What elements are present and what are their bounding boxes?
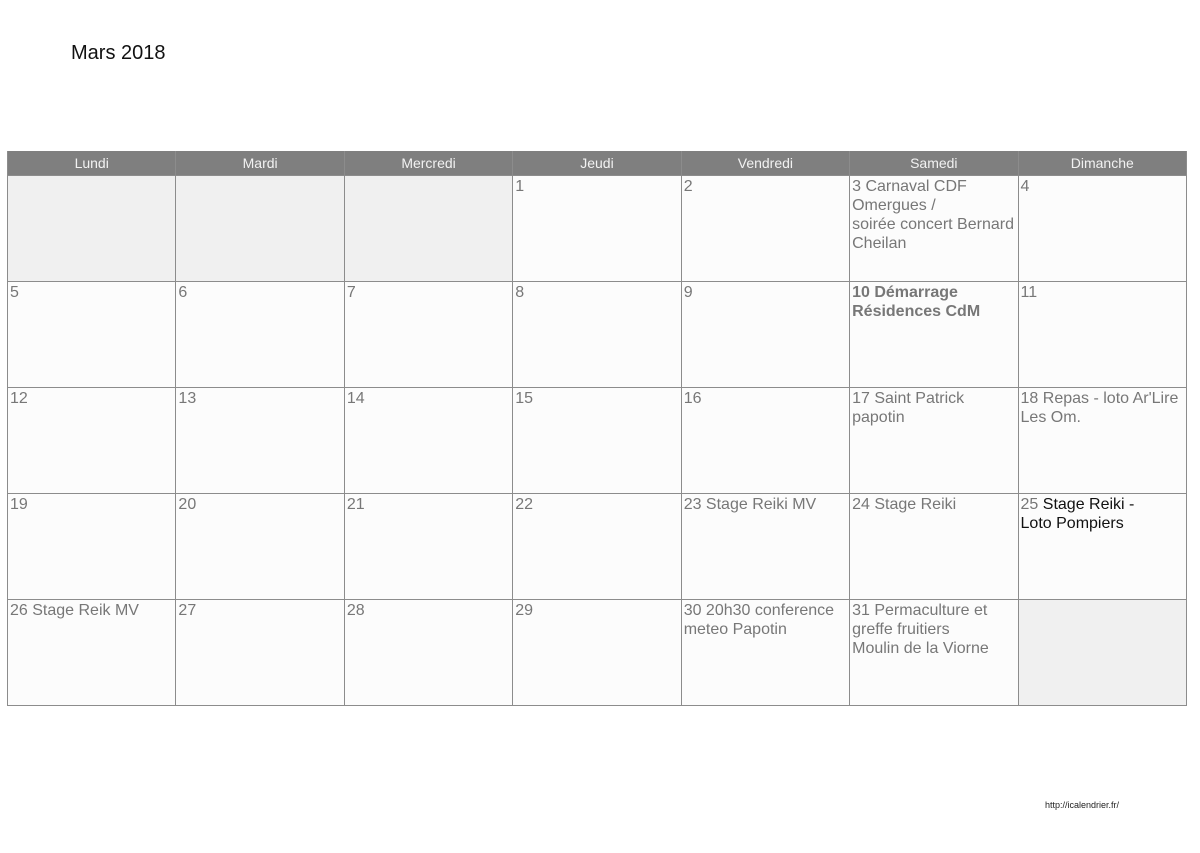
week-row xyxy=(8,388,1187,494)
day-cell xyxy=(513,388,681,494)
day-cell xyxy=(344,494,512,600)
day-cell xyxy=(1018,282,1186,388)
day-cell-text xyxy=(1021,495,1184,533)
day-cell xyxy=(850,282,1018,388)
day-cell-text: 26 Stage Reik MV xyxy=(10,602,139,619)
day-cell-text: 19 xyxy=(10,496,28,513)
day-cell xyxy=(176,388,344,494)
day-cell-text: 22 xyxy=(515,496,534,513)
day-cell-text: 6 xyxy=(178,284,188,301)
day-cell-text: 27 xyxy=(178,602,197,619)
day-cell xyxy=(850,600,1018,706)
page-title: Mars 2018 xyxy=(71,42,166,64)
day-cell-text: 21 xyxy=(346,496,365,513)
day-cell-text: 4 xyxy=(1020,178,1030,195)
day-cell xyxy=(176,600,344,706)
day-cell-text: 29 xyxy=(515,602,534,619)
day-cell xyxy=(176,494,344,600)
day-cell xyxy=(344,388,512,494)
weekday-header-sunday: Dimanche xyxy=(1018,151,1186,176)
day-cell-text: 24 Stage Reiki xyxy=(852,496,957,513)
day-cell xyxy=(344,282,512,388)
day-cell-text: 1 xyxy=(515,178,525,195)
empty-day-cell xyxy=(8,176,176,282)
weekday-header-tuesday: Mardi xyxy=(176,151,344,176)
day-cell-text: 14 xyxy=(346,390,365,407)
day-cell-text: 30 20h30 conference meteo Papotin xyxy=(683,602,835,638)
day-cell xyxy=(513,176,681,282)
day-cell xyxy=(8,494,176,600)
day-cell-text: 7 xyxy=(346,284,356,301)
day-cell xyxy=(681,388,849,494)
day-cell xyxy=(681,600,849,706)
event-text: Stage Reiki - Loto Pompiers xyxy=(1020,496,1135,532)
day-cell xyxy=(1018,494,1186,600)
empty-day-cell xyxy=(1018,600,1186,706)
day-cell xyxy=(8,600,176,706)
day-cell xyxy=(176,282,344,388)
week-row xyxy=(8,600,1187,706)
day-cell xyxy=(681,494,849,600)
day-cell-text: 5 xyxy=(10,284,19,301)
day-cell-text: 17 Saint Patrick papotin xyxy=(852,390,965,426)
day-cell xyxy=(8,388,176,494)
day-cell xyxy=(681,282,849,388)
day-cell-text: 13 xyxy=(178,390,197,407)
empty-day-cell xyxy=(176,176,344,282)
day-cell xyxy=(681,176,849,282)
day-cell-text: 23 Stage Reiki MV xyxy=(683,496,817,513)
day-cell-text: 3 Carnaval CDF Omergues / soirée concert Bernard Cheilan xyxy=(852,178,1014,252)
day-cell-text: 11 xyxy=(1020,284,1038,301)
day-cell xyxy=(1018,388,1186,494)
day-cell-text: 16 xyxy=(683,390,702,407)
day-number: 25 xyxy=(1020,496,1039,513)
day-cell-text: 8 xyxy=(515,284,525,301)
day-cell xyxy=(8,282,176,388)
day-cell xyxy=(344,600,512,706)
day-cell-text: 28 xyxy=(346,602,365,619)
weekday-header-thursday: Jeudi xyxy=(513,151,681,176)
week-row xyxy=(8,176,1187,282)
day-cell-text: 31 Permaculture et greffe fruitiers Moulin de la Viorne xyxy=(852,602,989,657)
day-cell xyxy=(1018,176,1186,282)
day-cell-text: 10 Démarrage Résidences CdM xyxy=(852,284,981,320)
calendar-body xyxy=(8,176,1187,706)
day-cell xyxy=(513,282,681,388)
day-cell-text: 18 Repas - loto Ar'Lire Les Om. xyxy=(1020,390,1179,426)
week-row xyxy=(8,494,1187,600)
day-cell xyxy=(850,176,1018,282)
day-cell-text: 15 xyxy=(515,390,534,407)
weekday-header-monday: Lundi xyxy=(8,151,176,176)
day-cell-text: 12 xyxy=(10,390,28,407)
calendar-grid xyxy=(7,151,1187,706)
weekday-header-row xyxy=(8,151,1187,176)
weekday-header-friday: Vendredi xyxy=(681,151,849,176)
day-cell xyxy=(513,600,681,706)
day-cell xyxy=(850,494,1018,600)
day-cell xyxy=(513,494,681,600)
day-cell-text: 9 xyxy=(683,284,693,301)
day-cell-text: 2 xyxy=(683,178,693,195)
weekday-header-saturday: Samedi xyxy=(850,151,1018,176)
week-row xyxy=(8,282,1187,388)
day-cell xyxy=(850,388,1018,494)
weekday-header-wednesday: Mercredi xyxy=(344,151,512,176)
empty-day-cell xyxy=(344,176,512,282)
footer-url: http://icalendrier.fr/ xyxy=(1045,800,1120,810)
day-cell-text: 20 xyxy=(178,496,197,513)
